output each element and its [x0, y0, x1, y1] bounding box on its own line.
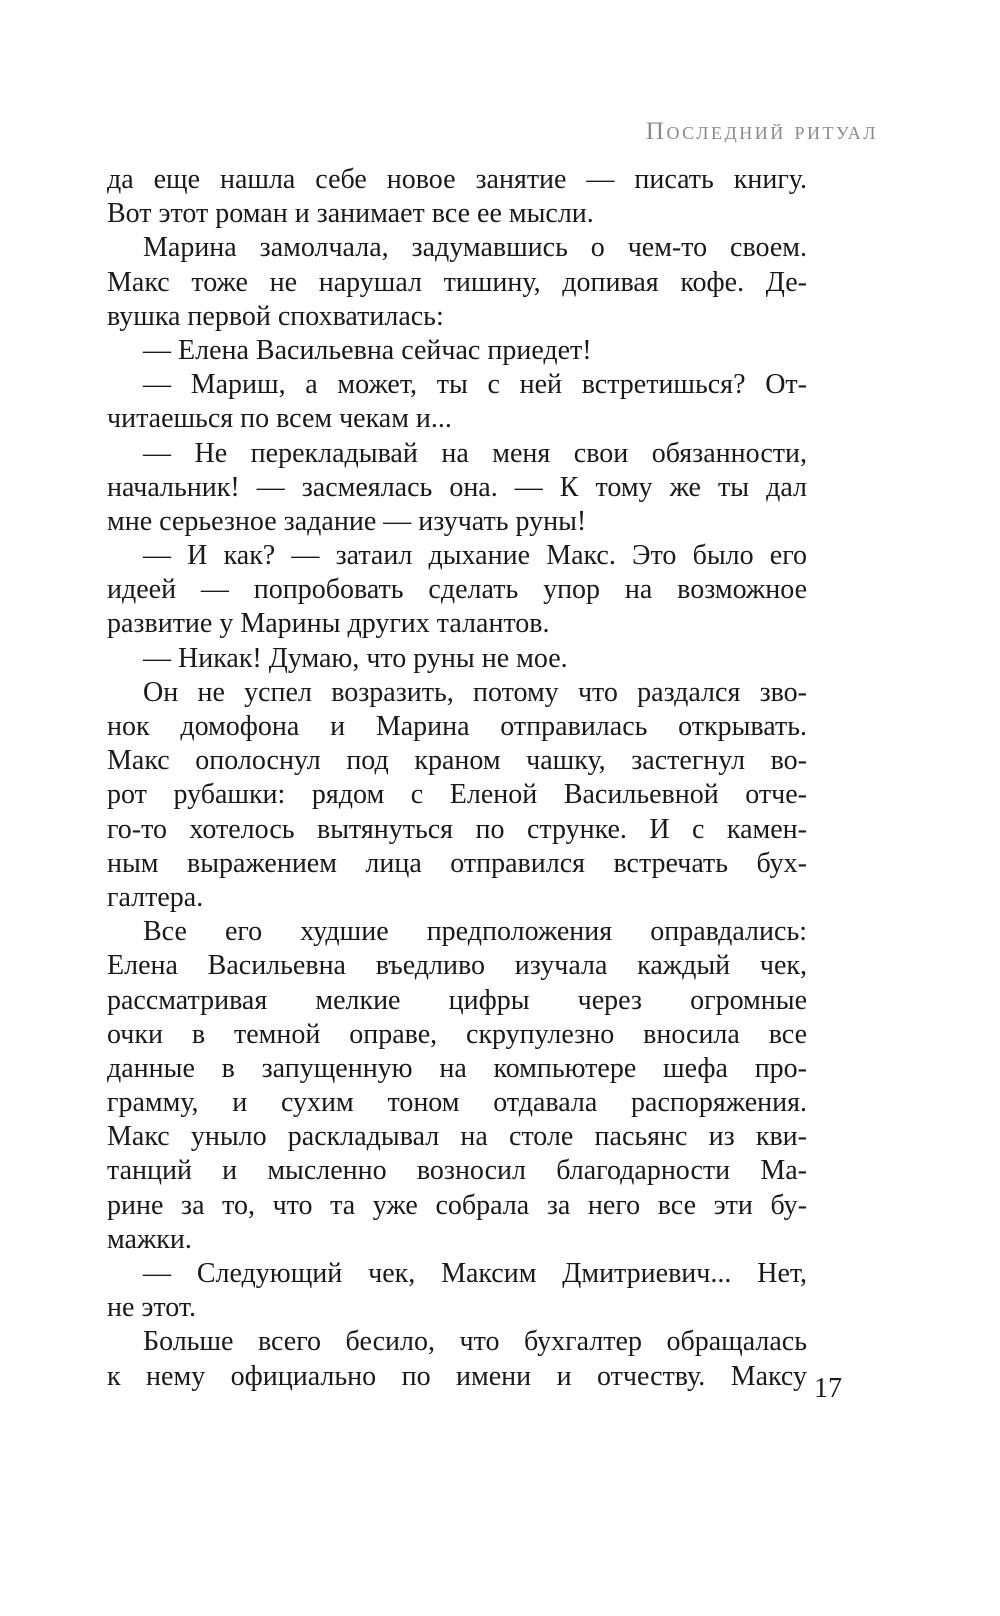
text-line: Макс ополоснул под краном чашку, застегнул во- [107, 745, 807, 777]
text-line: вушка первой спохватилась: [107, 300, 444, 332]
text-line: Он не успел возразить, потому что раздался зво- [143, 676, 807, 708]
text-line: Все его худшие предположения оправдались: [143, 916, 807, 948]
text-line: — Елена Васильевна сейчас приедет! [143, 334, 592, 366]
text-line: мажки. [107, 1223, 192, 1255]
text-line: Больше всего бесило, что бухгалтер обращалась [143, 1326, 807, 1358]
text-line: го-то хотелось вытянуться по струнке. И с камен- [107, 813, 807, 845]
text-line: рот рубашки: рядом с Еленой Васильевной отче- [107, 779, 807, 811]
text-line: нок домофона и Марина отправилась открывать. [107, 711, 807, 742]
text-line: очки в темной оправе, скрупулезно вносила все [107, 1018, 807, 1050]
text-line: — И как? — затаил дыхание Макс. Это было его [143, 540, 807, 572]
text-line: мне серьезное задание — изучать руны! [107, 505, 587, 537]
text-line: начальник! — засмеялась она. — К тому же ты дал [107, 471, 807, 503]
body-text [107, 163, 807, 1394]
text-line: грамму, и сухим тоном отдавала распоряжения. [107, 1087, 807, 1119]
text-line: читаешься по всем чекам и... [107, 403, 452, 435]
text-line: развитие у Марины других талантов. [107, 608, 550, 640]
text-line: — Следующий чек, Максим Дмитриевич... Нет, [143, 1258, 807, 1289]
text-line: Марина замолчала, задумавшись о чем-то своем. [143, 232, 807, 264]
page-number: 17 [814, 1373, 842, 1404]
text-line: Макс тоже не нарушал тишину, допивая кофе. Де- [107, 266, 807, 298]
text-line: — Никак! Думаю, что руны не мое. [143, 642, 568, 674]
text-line: рассматривая мелкие цифры через огромные [107, 984, 807, 1016]
text-line: идеей — попробовать сделать упор на возможное [107, 574, 807, 606]
text-line: — Не перекладывай на меня свои обязанности, [143, 437, 807, 469]
text-line: не этот. [107, 1292, 197, 1324]
text-line: Макс уныло раскладывал на столе пасьянс из кви- [107, 1121, 807, 1153]
text-line: данные в запущенную на компьютере шефа про- [107, 1052, 807, 1084]
text-line: ным выражением лица отправился встречать бух- [107, 847, 807, 879]
text-line: к нему официально по имени и отчеству. Максу [107, 1360, 807, 1392]
running-head: Последний ритуал [645, 118, 878, 145]
text-line: танций и мысленно возносил благодарности Ма- [107, 1155, 807, 1187]
text-line: — Мариш, а может, ты с ней встретишься? От- [143, 369, 807, 401]
text-line: рине за то, что та уже собрала за него все эти бу- [107, 1189, 807, 1221]
text-line: Вот этот роман и занимает все ее мысли. [107, 198, 594, 230]
text-line: галтера. [107, 881, 204, 913]
text-line: да еще нашла себе новое занятие — писать книгу. [107, 164, 807, 195]
text-line: Елена Васильевна въедливо изучала каждый чек, [107, 950, 807, 982]
